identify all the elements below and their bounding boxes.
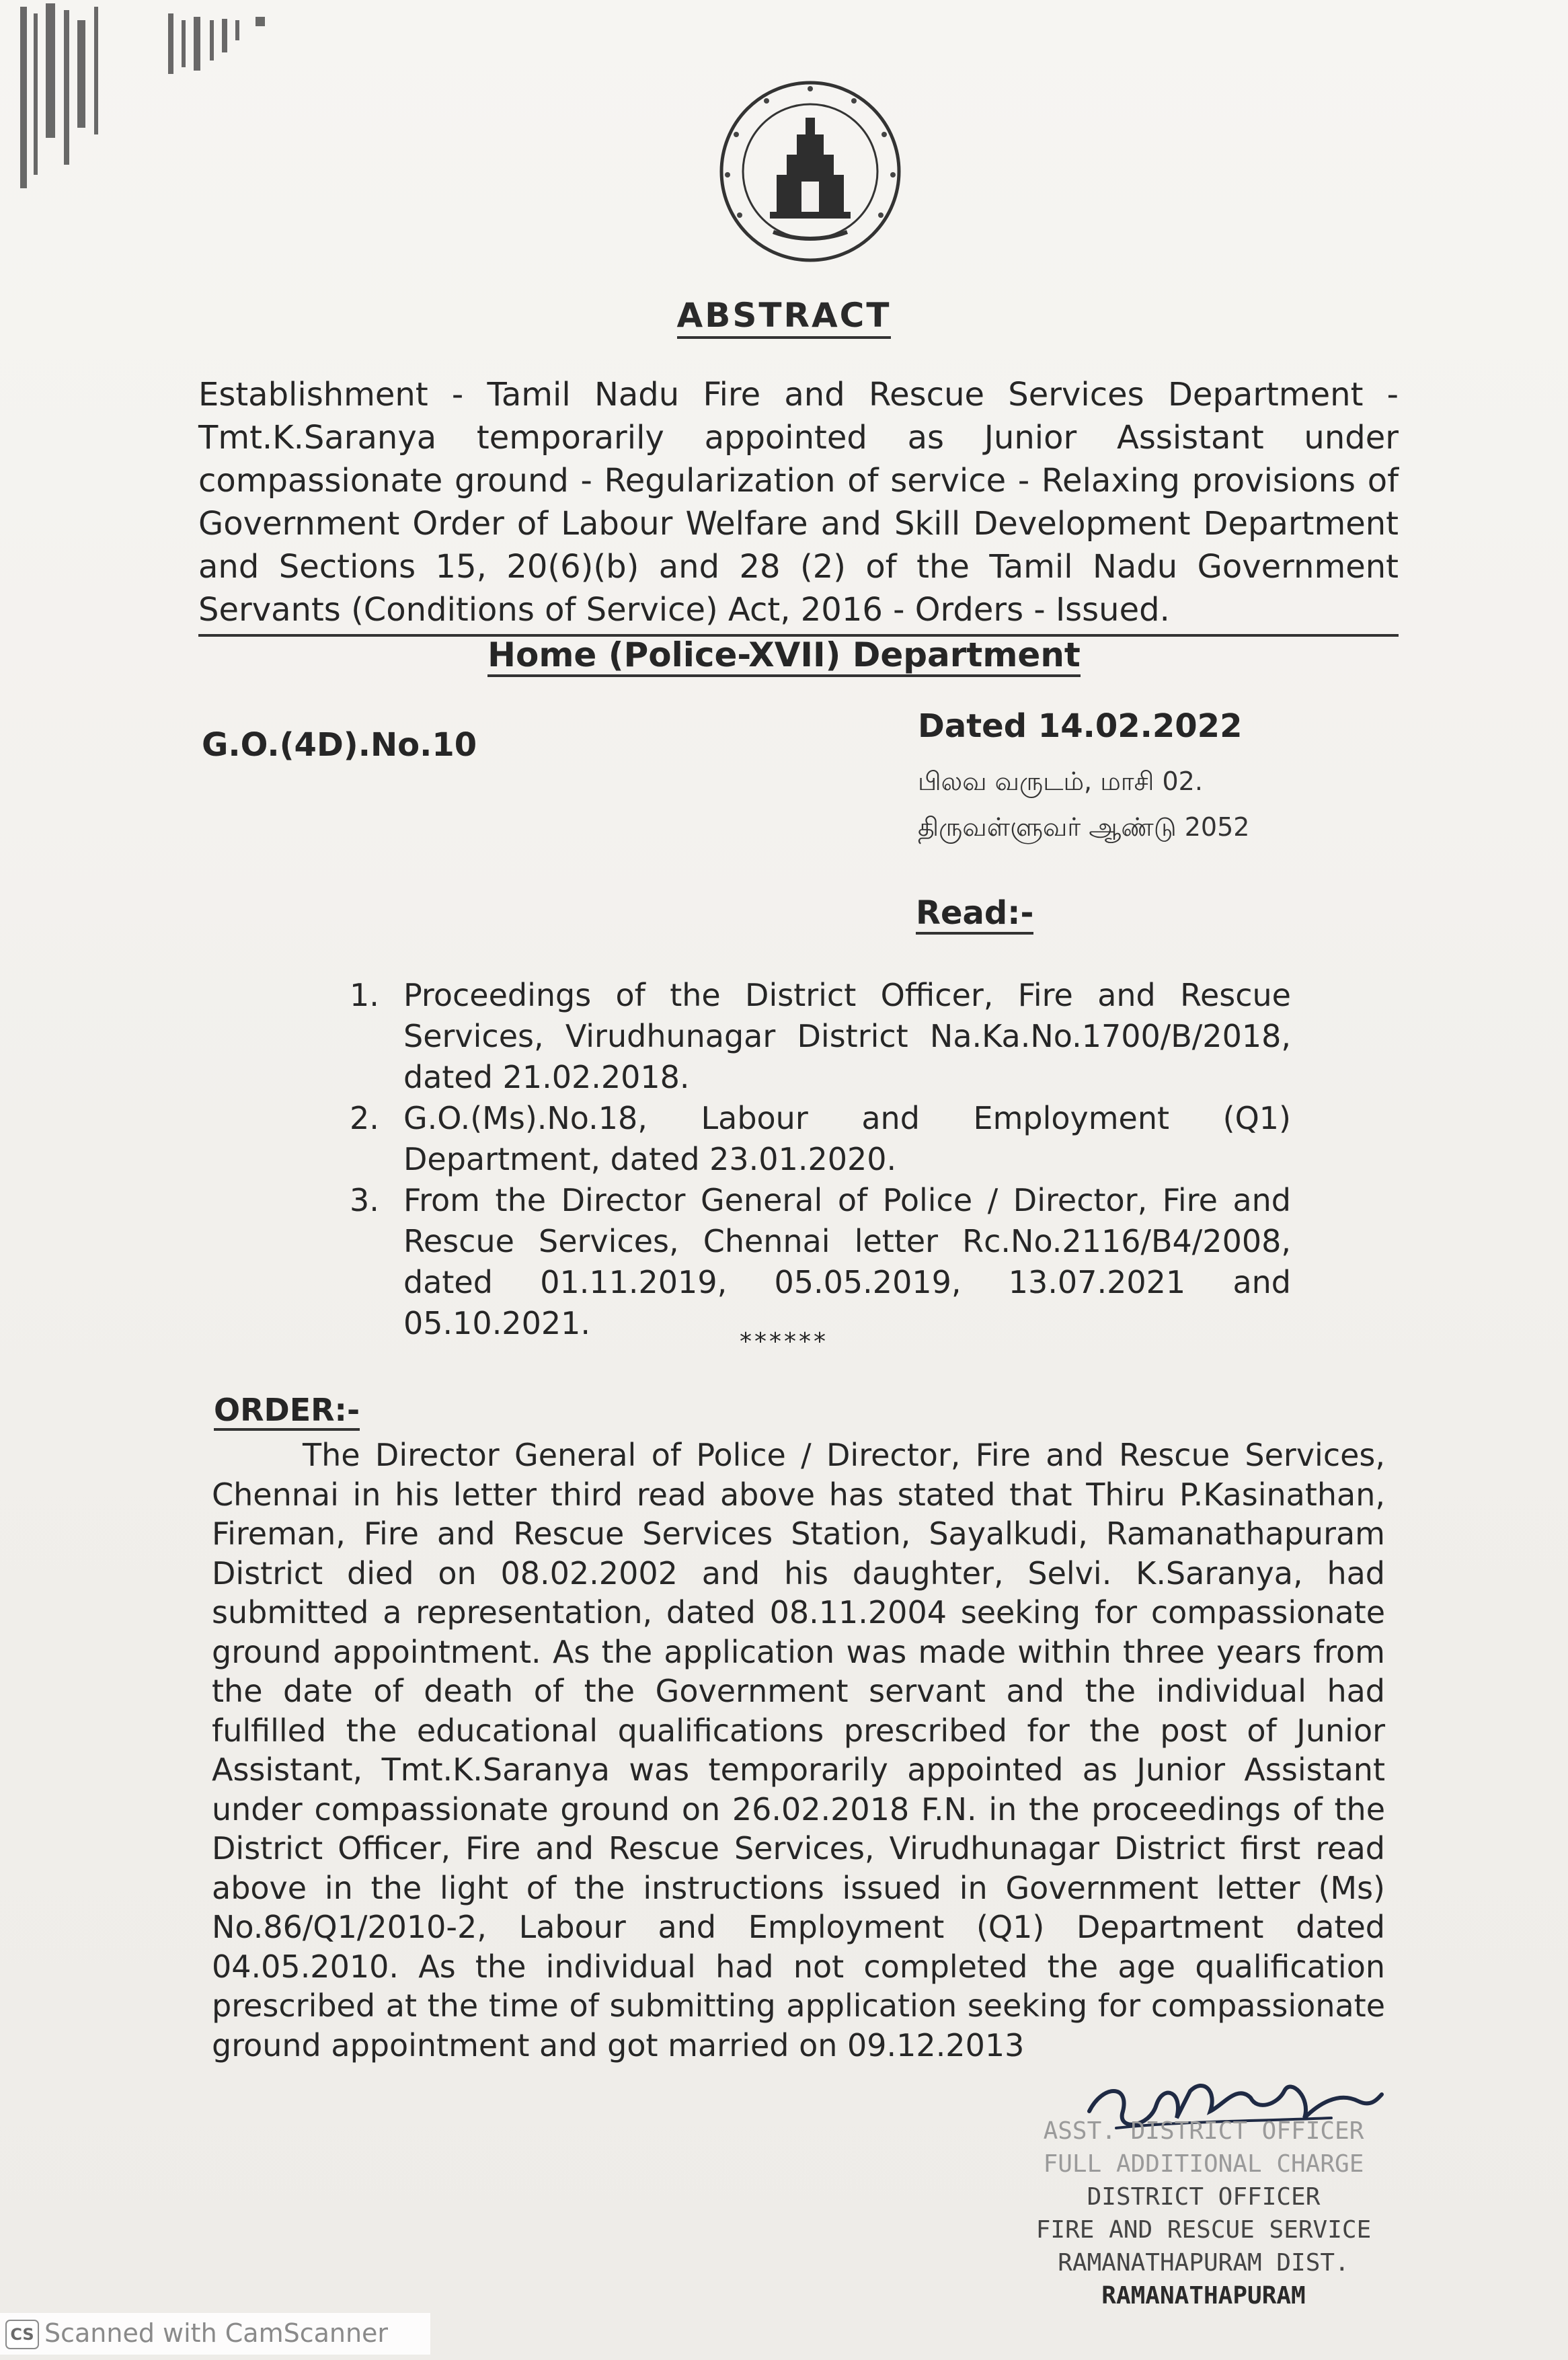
- seal-line: FIRE AND RESCUE SERVICE: [1035, 2216, 1372, 2244]
- scan-edge-marks: [13, 0, 296, 202]
- reference-item: [350, 975, 1291, 1098]
- seal-line: DISTRICT OFFICER: [1087, 2183, 1321, 2211]
- reference-text: Proceedings of the District Officer, Fire and Rescue Services, Virudhunagar District Na.Ka.No.1700/B/2018, dated 21.02.2018.: [403, 977, 1291, 1095]
- order-body: The Director General of Police / Director, Fire and Rescue Services, Chennai in his letter third read above has stated that Thiru P.Kasinathan, Fireman, Fire and Rescue Services Station, Sayalkudi, Ramanathapuram District died on 08.02.2002 and his daughter, Selvi. K.Saranya, had submitted a representation, dated 08.11.2004 seeking for compassionate ground appointment. As the application was made within three years from the date of death of the Government servant and the individual had fulfilled the educational qualifications prescribed for the post of Junior Assistant, Tmt.K.Saranya was temporarily appointed as Junior Assistant under compassionate ground on 26.02.2018 F.N. in the proceedings of the District Officer, Fire and Rescue Services, Virudhunagar District first read above in the light of the instructions issued in Government letter (Ms) No.86/Q1/2010-2, Labour and Employment (Q1) Department dated 04.05.2010. As the individual had not completed the age qualification prescribed at the time of submitting application seeking for compassionate ground appointment and got married on 09.12.2013: [212, 1437, 1385, 2063]
- reference-item: [350, 1098, 1291, 1180]
- seal-line: FULL ADDITIONAL CHARGE: [1043, 2150, 1364, 2178]
- reference-number: 2.: [350, 1100, 379, 1136]
- seal-line: ASST. DISTRICT OFFICER: [1043, 2117, 1364, 2145]
- order-date: Dated 14.02.2022: [918, 707, 1243, 745]
- reference-item: [350, 1180, 1291, 1344]
- reference-text: From the Director General of Police / Director, Fire and Rescue Services, Chennai letter Rc.No.2116/B4/2008, dated 01.11.2019, 05.05.2019, 13.07.2021 and 05.10.2021.: [403, 1182, 1291, 1341]
- reference-text: G.O.(Ms).No.18, Labour and Employment (Q1) Department, dated 23.01.2020.: [403, 1100, 1291, 1177]
- order-heading: ORDER:-: [214, 1392, 360, 1428]
- tamil-nadu-emblem: [713, 74, 908, 269]
- tamil-date-line-2: திருவள்ளுவர் ஆண்டு 2052: [918, 812, 1250, 842]
- scanner-watermark-text: Scanned with CamScanner: [44, 2318, 389, 2348]
- official-seal: [995, 2115, 1412, 2312]
- read-heading: Read:-: [916, 894, 1033, 932]
- reference-number: 3.: [350, 1182, 379, 1218]
- camscanner-logo-icon: CS: [5, 2320, 39, 2349]
- section-separator: ******: [740, 1328, 828, 1355]
- seal-line: RAMANATHAPURAM: [1101, 2282, 1306, 2310]
- abstract-subject: Establishment - Tamil Nadu Fire and Rescue Services Department - Tmt.K.Saranya temporarily appointed as Junior Assistant under compassionate ground - Regularization of service - Relaxing provisions of Government Order of Labour Welfare and Skill Development Department and Sections 15, 20(6)(b) and 28 (2) of the Tamil Nadu Government Servants (Conditions of Service) Act, 2016 - Orders - Issued.: [198, 376, 1399, 629]
- tamil-date-line-1: பிலவ வருடம், மாசி 02.: [918, 766, 1203, 796]
- go-number: G.O.(4D).No.10: [202, 726, 477, 764]
- reference-list: [350, 975, 1291, 1344]
- abstract-title: ABSTRACT: [0, 296, 1568, 335]
- reference-number: 1.: [350, 977, 379, 1013]
- seal-line: RAMANATHAPURAM DIST.: [1058, 2249, 1349, 2277]
- department-heading: Home (Police-XVII) Department: [0, 635, 1568, 674]
